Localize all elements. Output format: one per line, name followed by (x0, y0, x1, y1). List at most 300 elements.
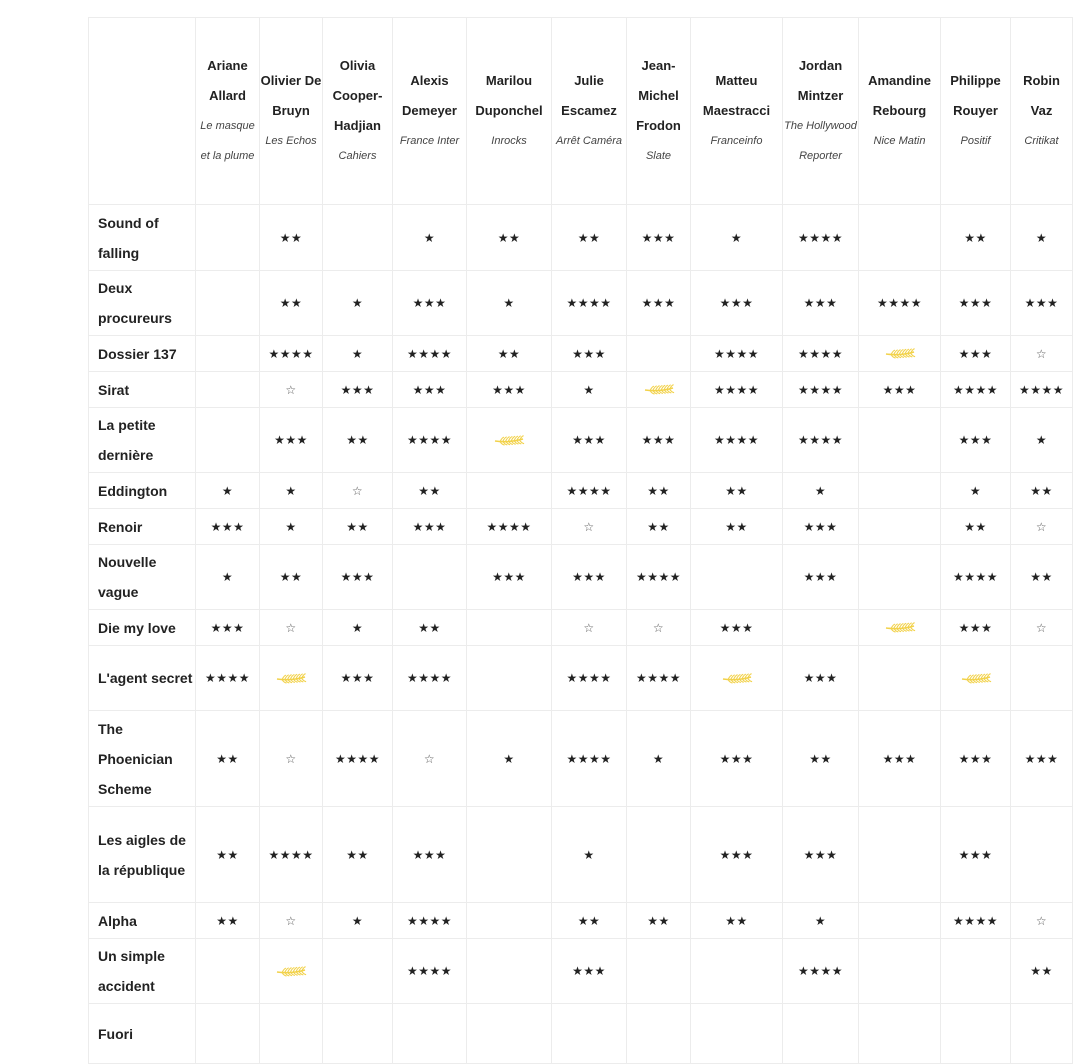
rating-cell (196, 545, 260, 610)
film-row (89, 408, 1073, 473)
rating-cell (467, 939, 552, 1004)
star-rating-2: ★★ (346, 519, 369, 534)
critic-name: Amandine Rebourg (868, 73, 931, 118)
rating-cell (627, 205, 691, 271)
rating-cell (552, 903, 627, 939)
star-rating-4: ★★★★ (406, 671, 453, 685)
rating-cell (627, 711, 691, 807)
rating-cell (196, 1004, 260, 1064)
film-title: Nouvelle vague (89, 545, 196, 610)
rating-cell (859, 903, 941, 939)
star-rating-1: ★ (814, 913, 827, 928)
film-title: Eddington (89, 473, 196, 509)
critics-ratings-table (88, 17, 1073, 1064)
hollow-star-icon: ☆ (285, 382, 297, 397)
critic-header (467, 18, 552, 205)
rating-cell (323, 545, 393, 610)
star-rating-2: ★★ (964, 230, 987, 245)
rating-cell (552, 610, 627, 646)
rating-cell (1011, 271, 1073, 336)
rating-cell (783, 903, 859, 939)
rating-cell (393, 545, 467, 610)
star-rating-3: ★★★ (274, 433, 308, 447)
critic-header (552, 18, 627, 205)
rating-cell (196, 711, 260, 807)
rating-cell (552, 711, 627, 807)
rating-cell (323, 1004, 393, 1064)
rating-cell (941, 711, 1011, 807)
rating-cell (323, 509, 393, 545)
rating-cell (323, 205, 393, 271)
star-rating-2: ★★ (964, 519, 987, 534)
rating-cell (783, 205, 859, 271)
star-rating-2: ★★ (346, 433, 369, 447)
star-rating-4: ★★★★ (952, 570, 999, 584)
rating-cell (260, 807, 323, 903)
palm-icon (721, 672, 753, 684)
rating-cell (467, 473, 552, 509)
rating-cell (393, 903, 467, 939)
rating-cell (783, 807, 859, 903)
star-rating-4: ★★★★ (406, 433, 453, 447)
star-rating-2: ★★ (647, 519, 670, 534)
star-rating-4: ★★★★ (334, 751, 381, 766)
critic-outlet: The Hollywood Reporter (784, 120, 857, 162)
rating-cell (1011, 336, 1073, 372)
critic-header (1011, 18, 1073, 205)
star-rating-1: ★ (423, 230, 436, 245)
star-rating-3: ★★★ (958, 847, 993, 862)
critic-header (941, 18, 1011, 205)
star-rating-2: ★★ (279, 570, 303, 584)
rating-cell (196, 646, 260, 711)
film-title: La petite dernière (89, 408, 196, 473)
critic-header (260, 18, 323, 205)
rating-cell (1011, 903, 1073, 939)
star-rating-3: ★★★ (803, 671, 838, 685)
rating-cell (196, 807, 260, 903)
star-rating-2: ★★ (1030, 964, 1053, 978)
star-rating-3: ★★★ (340, 671, 375, 685)
film-row (89, 545, 1073, 610)
palm-icon (275, 965, 307, 977)
critic-name: Matteu Maestracci (702, 73, 771, 118)
rating-cell (941, 509, 1011, 545)
rating-cell (941, 903, 1011, 939)
rating-cell (627, 271, 691, 336)
film-row (89, 939, 1073, 1004)
critic-name: Jean-Michel Frodon (636, 58, 681, 133)
film-title: Sound of falling (89, 205, 196, 271)
star-rating-4: ★★★★ (713, 346, 760, 361)
rating-cell (783, 545, 859, 610)
rating-cell (859, 408, 941, 473)
hollow-star-icon: ☆ (1035, 519, 1048, 534)
rating-cell (552, 939, 627, 1004)
rating-cell (552, 408, 627, 473)
rating-cell (783, 1004, 859, 1064)
rating-cell (627, 1004, 691, 1064)
critic-name: Philippe Rouyer (950, 73, 1001, 118)
rating-cell (260, 336, 323, 372)
film-row (89, 372, 1073, 408)
star-rating-3: ★★★ (572, 346, 606, 361)
corner-cell (89, 18, 196, 205)
rating-cell (467, 336, 552, 372)
rating-cell (552, 807, 627, 903)
rating-cell (783, 711, 859, 807)
rating-cell (393, 372, 467, 408)
rating-cell (691, 509, 783, 545)
rating-cell (323, 646, 393, 711)
film-title: Les aigles de la république (89, 807, 196, 903)
rating-cell (552, 1004, 627, 1064)
star-rating-4: ★★★★ (797, 346, 844, 361)
star-rating-3: ★★★ (719, 751, 754, 766)
star-rating-1: ★ (351, 296, 364, 310)
star-rating-4: ★★★★ (486, 519, 532, 534)
rating-cell (783, 271, 859, 336)
rating-cell (941, 408, 1011, 473)
rating-cell (1011, 408, 1073, 473)
rating-cell (691, 646, 783, 711)
rating-cell (941, 205, 1011, 271)
rating-cell (196, 271, 260, 336)
rating-cell (323, 271, 393, 336)
palm-icon (643, 383, 675, 395)
star-rating-3: ★★★ (719, 847, 754, 862)
critic-name: Ariane Allard (207, 58, 248, 103)
star-rating-3: ★★★ (340, 570, 375, 584)
star-rating-2: ★★ (346, 847, 369, 862)
rating-cell (859, 1004, 941, 1064)
rating-cell (260, 939, 323, 1004)
critic-outlet: France Inter (399, 135, 460, 147)
star-rating-1: ★ (583, 382, 595, 397)
rating-cell (260, 545, 323, 610)
rating-cell (323, 939, 393, 1004)
rating-cell (260, 205, 323, 271)
star-rating-2: ★★ (216, 847, 239, 862)
critic-outlet: Le masque et la plume (200, 120, 255, 162)
rating-cell (393, 408, 467, 473)
star-rating-4: ★★★★ (1018, 382, 1065, 397)
rating-cell (627, 646, 691, 711)
rating-cell (393, 509, 467, 545)
star-rating-2: ★★ (279, 296, 303, 310)
palm-icon (960, 672, 992, 684)
star-rating-4: ★★★★ (797, 964, 844, 978)
rating-cell (941, 646, 1011, 711)
star-rating-1: ★ (503, 296, 515, 310)
star-rating-3: ★★★ (958, 620, 993, 635)
rating-cell (941, 473, 1011, 509)
star-rating-3: ★★★ (412, 382, 447, 397)
rating-cell (627, 509, 691, 545)
critic-outlet: Nice Matin (873, 135, 926, 147)
star-rating-1: ★ (285, 483, 297, 498)
star-rating-3: ★★★ (882, 382, 917, 397)
rating-cell (467, 372, 552, 408)
rating-cell (627, 545, 691, 610)
rating-cell (941, 336, 1011, 372)
hollow-star-icon: ☆ (423, 751, 436, 766)
rating-cell (393, 1004, 467, 1064)
star-rating-3: ★★★ (803, 296, 838, 310)
rating-cell (393, 271, 467, 336)
rating-cell (691, 205, 783, 271)
rating-cell (260, 711, 323, 807)
rating-cell (691, 610, 783, 646)
star-rating-4: ★★★★ (566, 751, 612, 766)
critic-name: Marilou Duponchel (475, 73, 543, 118)
rating-cell (323, 711, 393, 807)
rating-cell (393, 807, 467, 903)
critic-name: Robin Vaz (1023, 73, 1060, 118)
star-rating-3: ★★★ (572, 570, 606, 584)
rating-cell (393, 646, 467, 711)
rating-cell (323, 408, 393, 473)
rating-cell (859, 336, 941, 372)
star-rating-4: ★★★★ (797, 230, 844, 245)
rating-cell (323, 336, 393, 372)
rating-cell (1011, 711, 1073, 807)
rating-cell (196, 372, 260, 408)
film-title: Die my love (89, 610, 196, 646)
star-rating-4: ★★★★ (635, 570, 682, 584)
rating-cell (859, 711, 941, 807)
star-rating-4: ★★★★ (406, 913, 453, 928)
rating-cell (691, 1004, 783, 1064)
rating-cell (691, 711, 783, 807)
star-rating-2: ★★ (725, 519, 748, 534)
rating-cell (691, 545, 783, 610)
star-rating-2: ★★ (577, 913, 601, 928)
critic-outlet: Inrocks (491, 135, 527, 147)
star-rating-2: ★★ (725, 483, 748, 498)
star-rating-3: ★★★ (1024, 296, 1059, 310)
rating-cell (196, 205, 260, 271)
star-rating-3: ★★★ (412, 296, 447, 310)
star-rating-3: ★★★ (958, 346, 993, 361)
rating-cell (941, 939, 1011, 1004)
rating-cell (1011, 545, 1073, 610)
star-rating-1: ★ (285, 519, 297, 534)
film-row (89, 807, 1073, 903)
star-rating-1: ★ (351, 913, 364, 928)
ratings-table-container (88, 17, 1073, 1064)
hollow-star-icon: ☆ (1035, 620, 1048, 635)
rating-cell (323, 473, 393, 509)
rating-cell (196, 903, 260, 939)
star-rating-4: ★★★★ (876, 296, 923, 310)
star-rating-4: ★★★★ (713, 382, 760, 397)
hollow-star-icon: ☆ (285, 913, 297, 928)
star-rating-2: ★★ (647, 913, 670, 928)
palm-icon (884, 347, 916, 359)
star-rating-3: ★★★ (719, 620, 754, 635)
rating-cell (552, 336, 627, 372)
rating-cell (859, 545, 941, 610)
rating-cell (552, 545, 627, 610)
hollow-star-icon: ☆ (285, 751, 297, 766)
star-rating-2: ★★ (725, 913, 748, 928)
hollow-star-icon: ☆ (1035, 346, 1048, 361)
rating-cell (467, 271, 552, 336)
film-row (89, 610, 1073, 646)
rating-cell (859, 372, 941, 408)
rating-cell (691, 271, 783, 336)
hollow-star-icon: ☆ (583, 519, 595, 534)
rating-cell (467, 205, 552, 271)
rating-cell (627, 939, 691, 1004)
rating-cell (627, 807, 691, 903)
film-row (89, 205, 1073, 271)
rating-cell (627, 372, 691, 408)
rating-cell (323, 610, 393, 646)
critic-name: Olivier De Bruyn (260, 73, 322, 118)
star-rating-4: ★★★★ (952, 382, 999, 397)
star-rating-3: ★★★ (803, 570, 838, 584)
rating-cell (1011, 372, 1073, 408)
film-title: Un simple accident (89, 939, 196, 1004)
star-rating-2: ★★ (577, 230, 601, 245)
rating-cell (323, 372, 393, 408)
rating-cell (196, 408, 260, 473)
rating-cell (260, 509, 323, 545)
rating-cell (1011, 610, 1073, 646)
critic-header (323, 18, 393, 205)
rating-cell (1011, 473, 1073, 509)
rating-cell (783, 372, 859, 408)
rating-cell (627, 610, 691, 646)
rating-cell (552, 646, 627, 711)
star-rating-4: ★★★★ (566, 296, 612, 310)
star-rating-2: ★★ (647, 483, 670, 498)
star-rating-3: ★★★ (958, 296, 993, 310)
star-rating-2: ★★ (418, 620, 441, 635)
rating-cell (941, 610, 1011, 646)
palm-icon (884, 621, 916, 633)
star-rating-3: ★★★ (641, 296, 676, 310)
rating-cell (393, 205, 467, 271)
star-rating-4: ★★★★ (268, 847, 314, 862)
rating-cell (196, 939, 260, 1004)
film-row (89, 711, 1073, 807)
star-rating-4: ★★★★ (268, 346, 314, 361)
star-rating-1: ★ (814, 483, 827, 498)
rating-cell (941, 1004, 1011, 1064)
star-rating-3: ★★★ (210, 519, 245, 534)
rating-cell (467, 1004, 552, 1064)
rating-cell (552, 372, 627, 408)
rating-cell (627, 473, 691, 509)
critic-outlet: Slate (645, 150, 672, 162)
star-rating-1: ★ (503, 751, 515, 766)
star-rating-2: ★★ (216, 913, 239, 928)
rating-cell (323, 903, 393, 939)
star-rating-3: ★★★ (719, 296, 754, 310)
rating-cell (783, 473, 859, 509)
film-title: Alpha (89, 903, 196, 939)
rating-cell (859, 271, 941, 336)
rating-cell (691, 336, 783, 372)
rating-cell (941, 545, 1011, 610)
star-rating-4: ★★★★ (406, 346, 453, 361)
star-rating-3: ★★★ (412, 847, 447, 862)
header-row (89, 18, 1073, 205)
rating-cell (552, 205, 627, 271)
rating-cell (552, 271, 627, 336)
film-row (89, 1004, 1073, 1064)
rating-cell (691, 903, 783, 939)
rating-cell (627, 903, 691, 939)
star-rating-1: ★ (1035, 433, 1048, 447)
rating-cell (859, 205, 941, 271)
rating-cell (467, 509, 552, 545)
rating-cell (260, 1004, 323, 1064)
star-rating-4: ★★★★ (713, 433, 760, 447)
star-rating-3: ★★★ (412, 519, 447, 534)
star-rating-2: ★★ (497, 346, 521, 361)
palm-icon (275, 672, 307, 684)
critic-name: Julie Escamez (561, 73, 617, 118)
rating-cell (941, 372, 1011, 408)
critic-header (691, 18, 783, 205)
star-rating-3: ★★★ (882, 751, 917, 766)
rating-cell (196, 509, 260, 545)
star-rating-3: ★★★ (492, 382, 526, 397)
star-rating-3: ★★★ (958, 433, 993, 447)
rating-cell (783, 336, 859, 372)
rating-cell (941, 271, 1011, 336)
star-rating-3: ★★★ (340, 382, 375, 397)
rating-cell (467, 711, 552, 807)
critic-name: Alexis Demeyer (402, 73, 457, 118)
rating-cell (260, 271, 323, 336)
star-rating-3: ★★★ (210, 620, 245, 635)
rating-cell (260, 372, 323, 408)
rating-cell (260, 473, 323, 509)
rating-cell (260, 903, 323, 939)
rating-cell (691, 807, 783, 903)
rating-cell (323, 807, 393, 903)
rating-cell (859, 646, 941, 711)
star-rating-1: ★ (351, 620, 364, 635)
hollow-star-icon: ☆ (583, 620, 595, 635)
rating-cell (467, 408, 552, 473)
critic-header (859, 18, 941, 205)
rating-cell (691, 372, 783, 408)
star-rating-1: ★ (583, 847, 595, 862)
hollow-star-icon: ☆ (652, 620, 665, 635)
critic-header (196, 18, 260, 205)
film-row (89, 473, 1073, 509)
critic-header (783, 18, 859, 205)
rating-cell (859, 939, 941, 1004)
rating-cell (1011, 646, 1073, 711)
star-rating-1: ★ (221, 483, 234, 498)
rating-cell (859, 610, 941, 646)
rating-cell (393, 336, 467, 372)
rating-cell (691, 939, 783, 1004)
star-rating-2: ★★ (418, 483, 441, 498)
film-title: The Phoenician Scheme (89, 711, 196, 807)
film-row (89, 646, 1073, 711)
star-rating-1: ★ (969, 483, 982, 498)
rating-cell (783, 939, 859, 1004)
rating-cell (783, 646, 859, 711)
